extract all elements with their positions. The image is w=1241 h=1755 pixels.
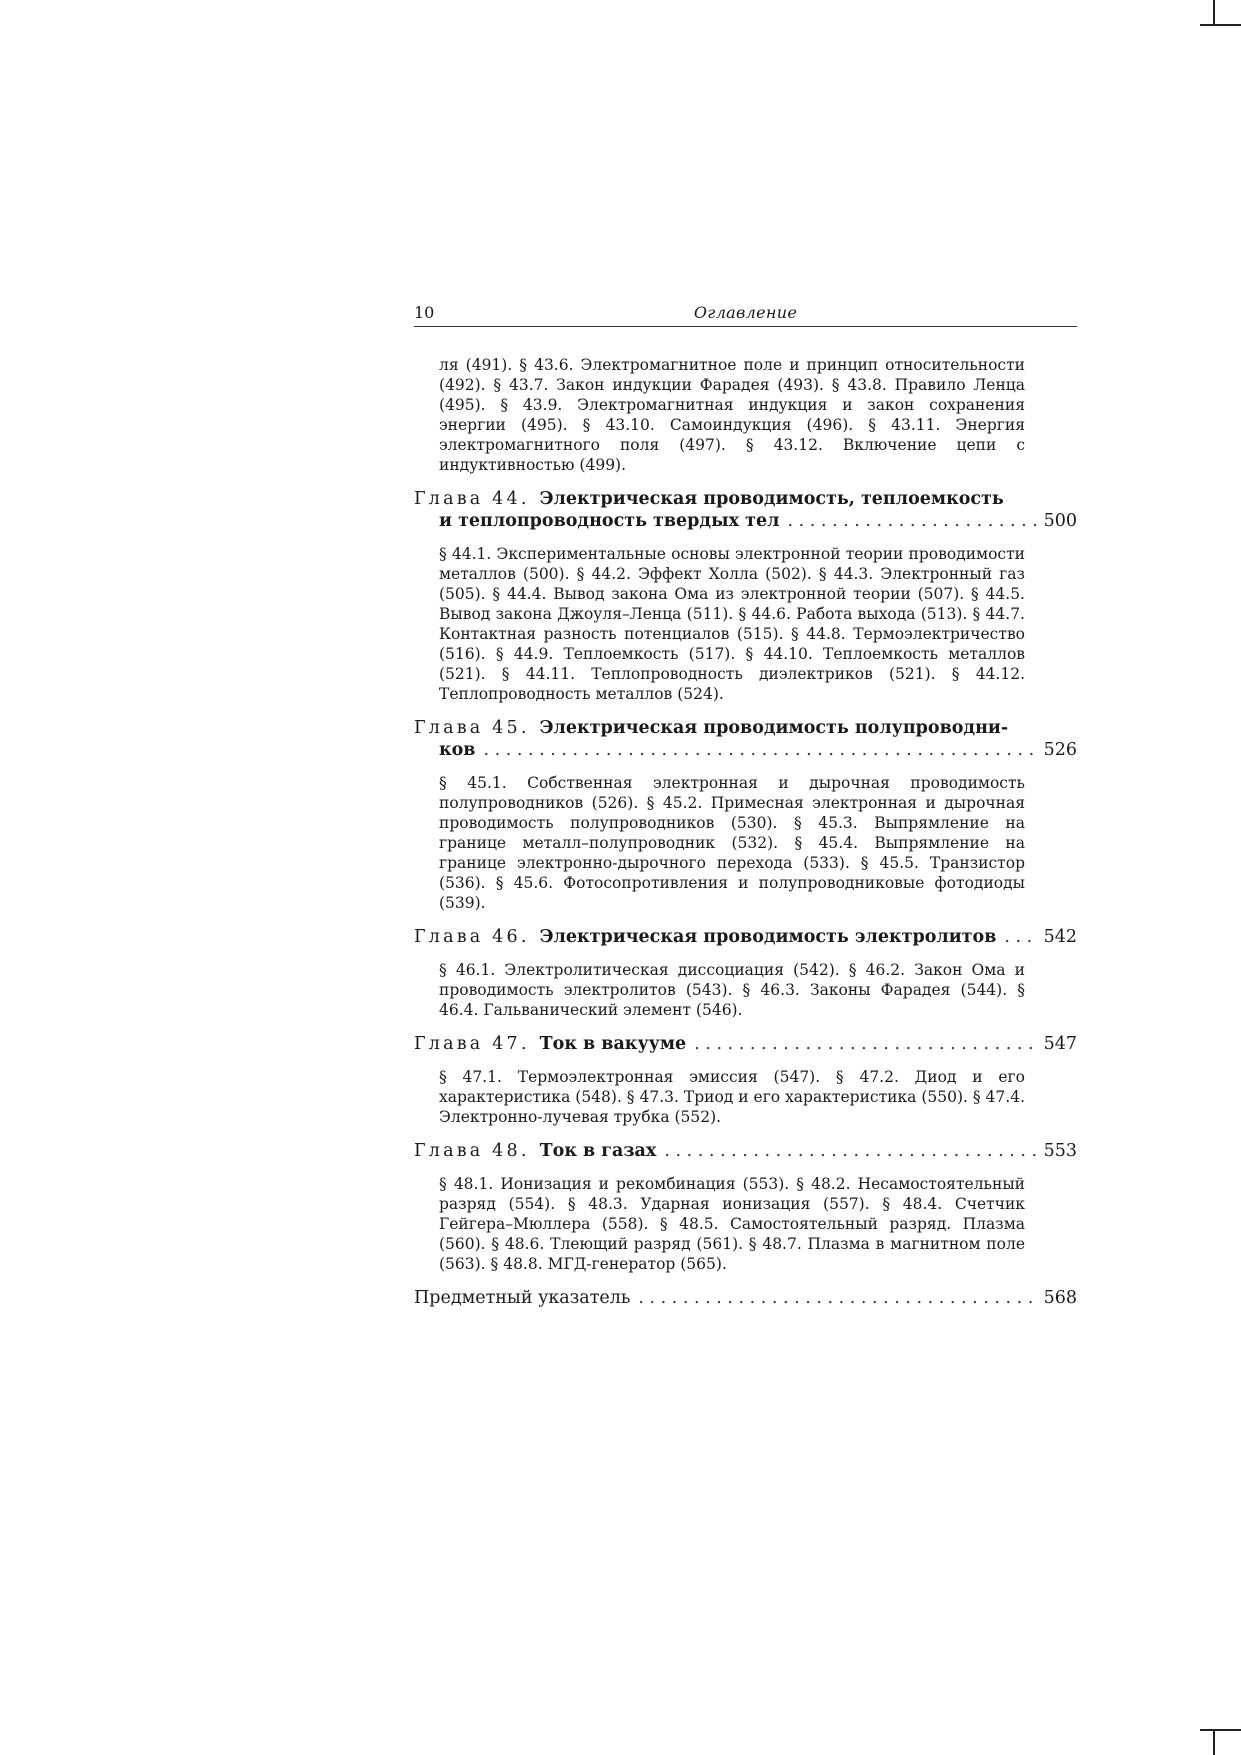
table-of-contents — [414, 355, 1077, 1309]
dot-leader — [638, 1287, 1037, 1309]
dot-leader — [1004, 926, 1037, 948]
chapter-label: Глава 44. — [414, 489, 530, 509]
chapter-title: Электрическая проводимость, теплоемкость — [539, 489, 1004, 509]
chapter-entry-48 — [414, 1140, 1077, 1162]
chapter-sections-46: § 46.1. Электролитическая диссоциация (542). § 46.2. Закон Ома и проводимость электролитов (543). § 46.3. Законы Фарадея (544). § 46.4. Гальванический элемент (546). — [439, 961, 1025, 1019]
chapter-label: Глава 46. — [414, 927, 530, 947]
crop-mark-top-horizontal — [1200, 24, 1241, 26]
chapter-entry-44 — [414, 488, 1077, 532]
chapter-sections-47: § 47.1. Термоэлектронная эмиссия (547). § 47.2. Диод и его характеристика (548). § 47.3. Триод и его характеристика (550). § 47.4. Электронно-лучевая трубка (552). — [439, 1068, 1025, 1126]
chapter-entry-46 — [414, 926, 1077, 948]
chapter-page: 542 — [1043, 927, 1077, 947]
chapter-page: 547 — [1043, 1034, 1077, 1054]
dot-leader — [664, 1140, 1037, 1162]
chapter-sections-48: § 48.1. Ионизация и рекомбинация (553). § 48.2. Несамостоятельный разряд (554). § 48.3. Ударная ионизация (557). § 48.4. Счетчик Гейгера–Мюллера (558). § 48.5. Самостоятельный разряд. Плазма (560). § 48.6. Тлеющий разряд (561). § 48.7. Плазма в магнитном поле (563). § 48.8. МГД-генератор (565). — [439, 1175, 1025, 1273]
chapter-title: Электрическая проводимость электролитов — [539, 927, 997, 947]
chapter-entry-47 — [414, 1033, 1077, 1055]
document-page — [414, 300, 1077, 1309]
crop-mark-bottom-vertical — [1213, 1731, 1215, 1755]
chapter-page: 526 — [1043, 740, 1077, 760]
index-label: Предметный указатель — [414, 1288, 631, 1308]
crop-mark-bottom-horizontal — [1200, 1729, 1241, 1731]
chapter-entry-45 — [414, 717, 1077, 761]
running-head — [414, 300, 1077, 327]
chapter-sections-44: § 44.1. Экспериментальные основы электронной теории проводимости металлов (500). § 44.2. Эффект Холла (502). § 44.3. Электронный газ (505). § 44.4. Вывод закона Ома из электронной теории (507). § 44.5. Вывод закона Джоуля–Ленца (511). § 44.6. Работа выхода (513). § 44.7. Контактная разность потенциалов (515). § 44.8. Термоэлектричество (516). § 44.9. Теплоемкость (517). § 44.10. Теплоемкость металлов (521). § 44.11. Теплопроводность диэлектриков (521). § 44.12. Теплопроводность металлов (524). — [439, 545, 1025, 703]
chapter-title-continued: и теплопроводность твердых тел — [439, 511, 780, 531]
page-number: 10 — [414, 303, 435, 322]
running-head-title: Оглавление — [693, 303, 798, 322]
subject-index-entry — [414, 1287, 1077, 1309]
chapter-label: Глава 47. — [414, 1034, 530, 1054]
index-page: 568 — [1043, 1288, 1077, 1308]
chapter-title: Электрическая проводимость полупроводни- — [539, 718, 1009, 738]
chapter-title: Ток в газах — [539, 1141, 657, 1161]
chapter-label: Глава 48. — [414, 1141, 530, 1161]
chapter-page: 553 — [1043, 1141, 1077, 1161]
chapter-label: Глава 45. — [414, 718, 530, 738]
chapter-page: 500 — [1043, 511, 1077, 531]
dot-leader — [483, 739, 1037, 761]
chapter-title: Ток в вакууме — [539, 1034, 687, 1054]
dot-leader — [787, 510, 1037, 532]
continuation-sections: ля (491). § 43.6. Электромагнитное поле и принцип относительности (492). § 43.7. Закон индукции Фарадея (493). § 43.8. Правило Ленца (495). § 43.9. Электромагнитная индукция и закон сохранения энергии (495). § 43.10. Самоиндукция (496). § 43.11. Энергия электромагнитного поля (497). § 43.12. Включение цепи с индуктивностью (499). — [439, 356, 1025, 474]
dot-leader — [694, 1033, 1037, 1055]
chapter-sections-45: § 45.1. Собственная электронная и дырочная проводимость полупроводников (526). § 45.2. Примесная электронная и дырочная проводимость полупроводников (530). § 45.3. Выпрямление на границе металл–полупроводник (532). § 45.4. Выпрямление на границе электронно-дырочного перехода (533). § 45.5. Транзистор (536). § 45.6. Фотосопротивления и полупроводниковые фотодиоды (539). — [439, 774, 1025, 912]
chapter-title-continued: ков — [439, 740, 476, 760]
crop-mark-top-vertical — [1213, 0, 1215, 24]
